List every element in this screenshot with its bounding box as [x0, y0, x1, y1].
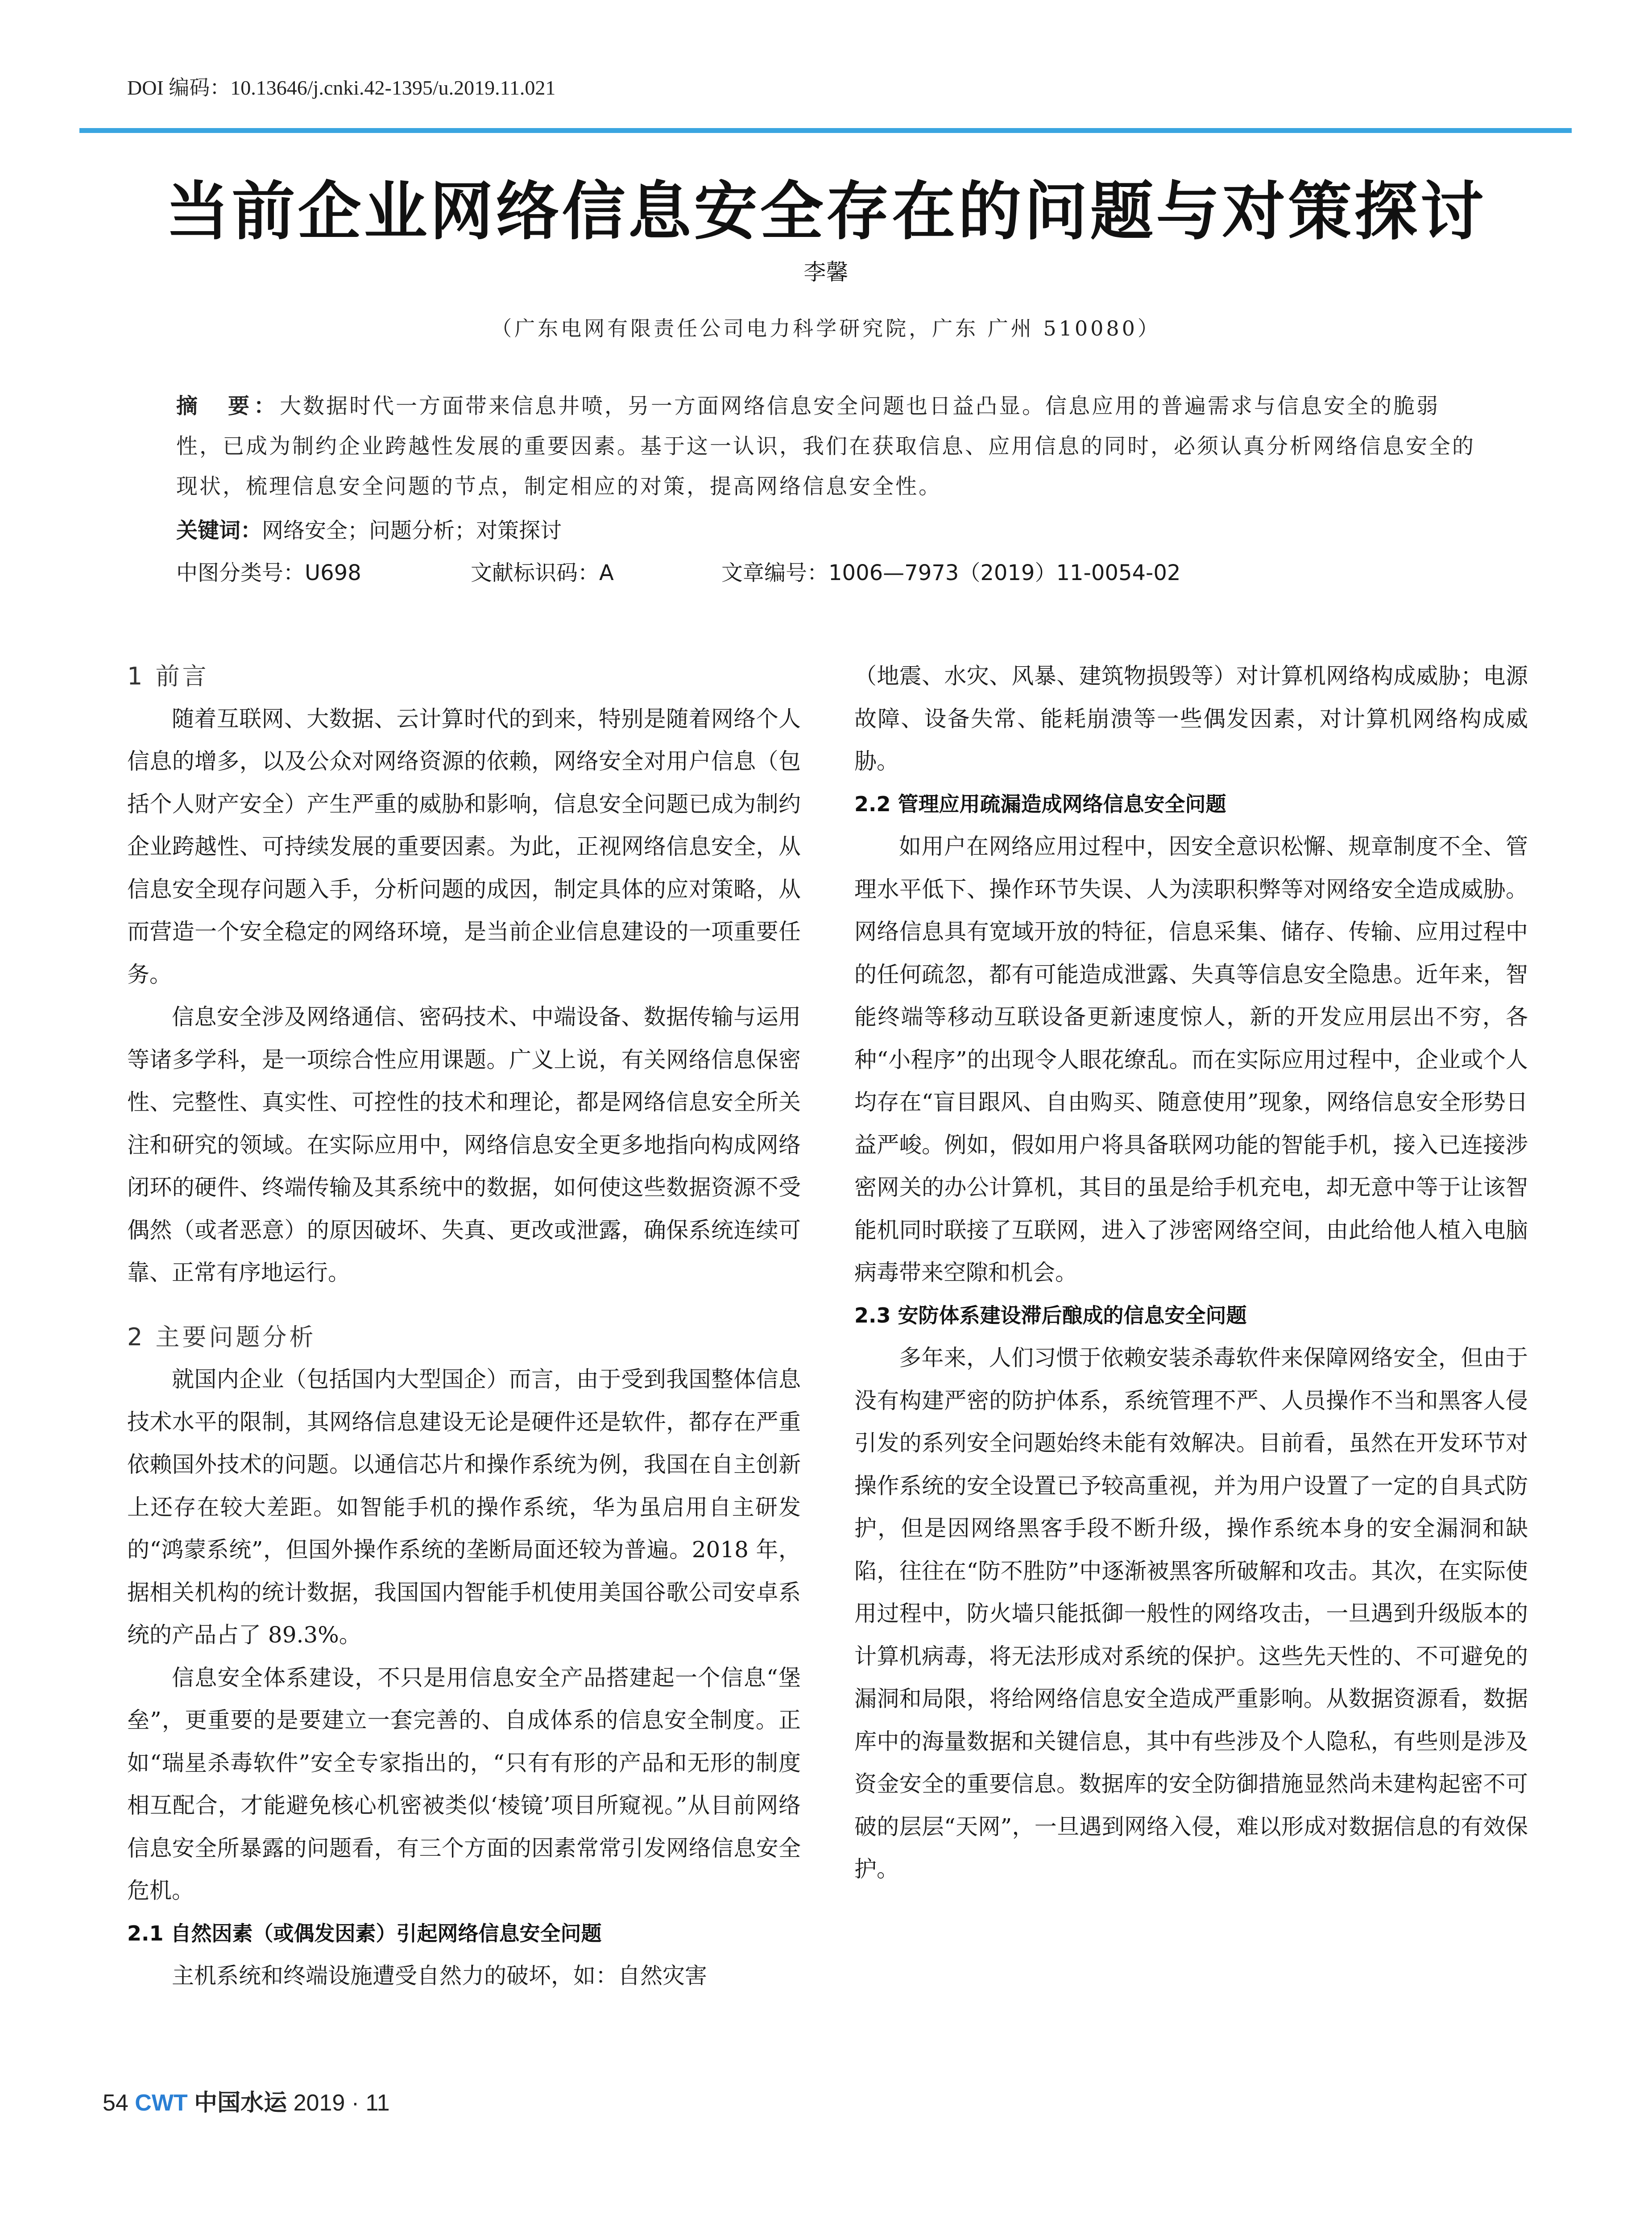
section-2-heading: 2 主要问题分析: [127, 1323, 316, 1351]
journal-brand-logo: CWT: [135, 2090, 188, 2116]
section-1-heading: 1 前言: [127, 662, 209, 690]
keywords-text: 网络安全；问题分析；对策探讨: [262, 518, 562, 543]
paper-title: 当前企业网络信息安全存在的问题与对策探讨: [166, 174, 1486, 249]
keywords: [176, 513, 562, 544]
journal-name: 中国水运: [194, 2089, 287, 2116]
section-2-1-paragraph-cont: （地震、水灾、风暴、建筑物损毁等）对计算机网络构成威胁；电源故障、设备失常、能耗崩溃等一些偶发因素，对计算机网络构成威胁。: [854, 663, 1528, 774]
abstract-label: 摘 要：: [176, 394, 280, 419]
header-rule: [79, 128, 1572, 133]
left-column: [127, 655, 801, 1998]
section-2-2-paragraph-1: 如用户在网络应用过程中，因安全意识松懈、规章制度不全、管理水平低下、操作环节失误、人为渎职积弊等对网络安全造成威胁。网络信息具有宽域开放的特征，信息采集、储存、传输、应用过程中的任何疏忽，都有可能造成泄露、失真等信息安全隐患。近年来，智能终端等移动互联设备更新速度惊人，新的开发应用层出不穷，各种“小程序”的出现令人眼花缭乱。而在实际应用过程中，企业或个人均存在“盲目跟风、自由购买、随意使用”现象，网络信息安全形势日益严峻。例如，假如用户将具备联网功能的智能手机，接入已连接涉密网关的办公计算机，其目的虽是给手机充电，却无意中等于让该智能机同时联接了互联网，进入了涉密网络空间，由此给他人植入电脑病毒带来空隙和机会。: [854, 834, 1528, 1286]
section-2-paragraph-1: 就国内企业（包括国内大型国企）而言，由于受到我国整体信息技术水平的限制，其网络信息建设无论是硬件还是软件，都存在严重依赖国外技术的问题。以通信芯片和操作系统为例，我国在自主创新上还存在较大差距。如智能手机的操作系统，华为虽启用自主研发的“鸿蒙系统”，但国外操作系统的垄断局面还较为普遍。2018 年，据相关机构的统计数据，我国国内智能手机使用美国谷歌公司安卓系统的产品占了 89.3%。: [127, 1366, 801, 1648]
section-2-1-heading: 2.1 自然因素（或偶发因素）引起网络信息安全问题: [127, 1921, 602, 1945]
page-number: 54: [103, 2090, 128, 2116]
classification-number: 中图分类号：U698: [176, 560, 361, 585]
journal-issue: 2019 · 11: [293, 2090, 390, 2116]
doi-line: DOI 编码：10.13646/j.cnki.42-1395/u.2019.11.021: [127, 76, 556, 99]
page-footer: [103, 2084, 390, 2117]
author-affiliation: （广东电网有限责任公司电力科学研究院，广东 广州 510080）: [491, 316, 1161, 340]
section-2-3-heading: 2.3 安防体系建设滞后酿成的信息安全问题: [854, 1303, 1247, 1327]
right-column: [854, 655, 1528, 1891]
section-1-paragraph-1: 随着互联网、大数据、云计算时代的到来，特别是随着网络个人信息的增多，以及公众对网络资源的依赖，网络安全对用户信息（包括个人财产安全）产生严重的威胁和影响，信息安全问题已成为制约企业跨越性、可持续发展的重要因素。为此，正视网络信息安全，从信息安全现存问题入手，分析问题的成因，制定具体的应对策略，从而营造一个安全稳定的网络环境，是当前企业信息建设的一项重要任务。: [127, 705, 801, 987]
document-code: 文献标识码：A: [471, 560, 614, 585]
author-name: 李馨: [803, 259, 849, 285]
section-2-3-paragraph-1: 多年来，人们习惯于依赖安装杀毒软件来保障网络安全，但由于没有构建严密的防护体系，系统管理不严、人员操作不当和黑客人侵引发的系列安全问题始终未能有效解决。目前看，虽然在开发环节对操作系统的安全设置已予较高重视，并为用户设置了一定的自具式防护，但是因网络黑客手段不断升级，操作系统本身的安全漏洞和缺陷，往往在“防不胜防”中逐渐被黑客所破解和攻击。其次，在实际使用过程中，防火墙只能抵御一般性的网络攻击，一旦遇到升级版本的计算机病毒，将无法形成对系统的保护。这些先天性的、不可避免的漏洞和局限，将给网络信息安全造成严重影响。从数据资源看，数据库中的海量数据和关键信息，其中有些涉及个人隐私，有些则是涉及资金安全的重要信息。数据库的安全防御措施显然尚未建构起密不可破的层层“天网”，一旦遇到网络入侵，难以形成对数据信息的有效保护。: [854, 1345, 1528, 1882]
section-2-2-heading: 2.2 管理应用疏漏造成网络信息安全问题: [854, 792, 1226, 816]
section-1-paragraph-2: 信息安全涉及网络通信、密码技术、中端设备、数据传输与运用等诸多学科，是一项综合性应用课题。广义上说，有关网络信息保密性、完整性、真实性、可控性的技术和理论，都是网络信息安全所关注和研究的领域。在实际应用中，网络信息安全更多地指向构成网络闭环的硬件、终端传输及其系统中的数据，如何使这些数据资源不受偶然（或者恶意）的原因破坏、失真、更改或泄露，确保系统连续可靠、正常有序地运行。: [127, 1004, 801, 1286]
section-2-paragraph-2: 信息安全体系建设，不只是用信息安全产品搭建起一个信息“堡垒”，更重要的是要建立一套完善的、自成体系的信息安全制度。正如“瑞星杀毒软件”安全专家指出的，“只有有形的产品和无形的制度相互配合，才能避免核心机密被类似‘棱镜’项目所窥视。”从目前网络信息安全所暴露的问题看，有三个方面的因素常常引发网络信息安全危机。: [127, 1664, 801, 1903]
keywords-label: 关键词：: [176, 518, 262, 543]
abstract-text: 大数据时代一方面带来信息井喷，另一方面网络信息安全问题也日益凸显。信息应用的普遍需求与信息安全的脆弱性，已成为制约企业跨越性发展的重要因素。基于这一认识，我们在获取信息、应用信息的同时，必须认真分析网络信息安全的现状，梳理信息安全问题的节点，制定相应的对策，提高网络信息安全性。: [176, 394, 1476, 499]
abstract: [176, 386, 1483, 506]
section-2-1-paragraph-start: 主机系统和终端设施遭受自然力的破坏，如：自然灾害: [172, 1963, 707, 1989]
article-number: 文章编号：1006—7973（2019）11-0054-02: [721, 560, 1181, 585]
